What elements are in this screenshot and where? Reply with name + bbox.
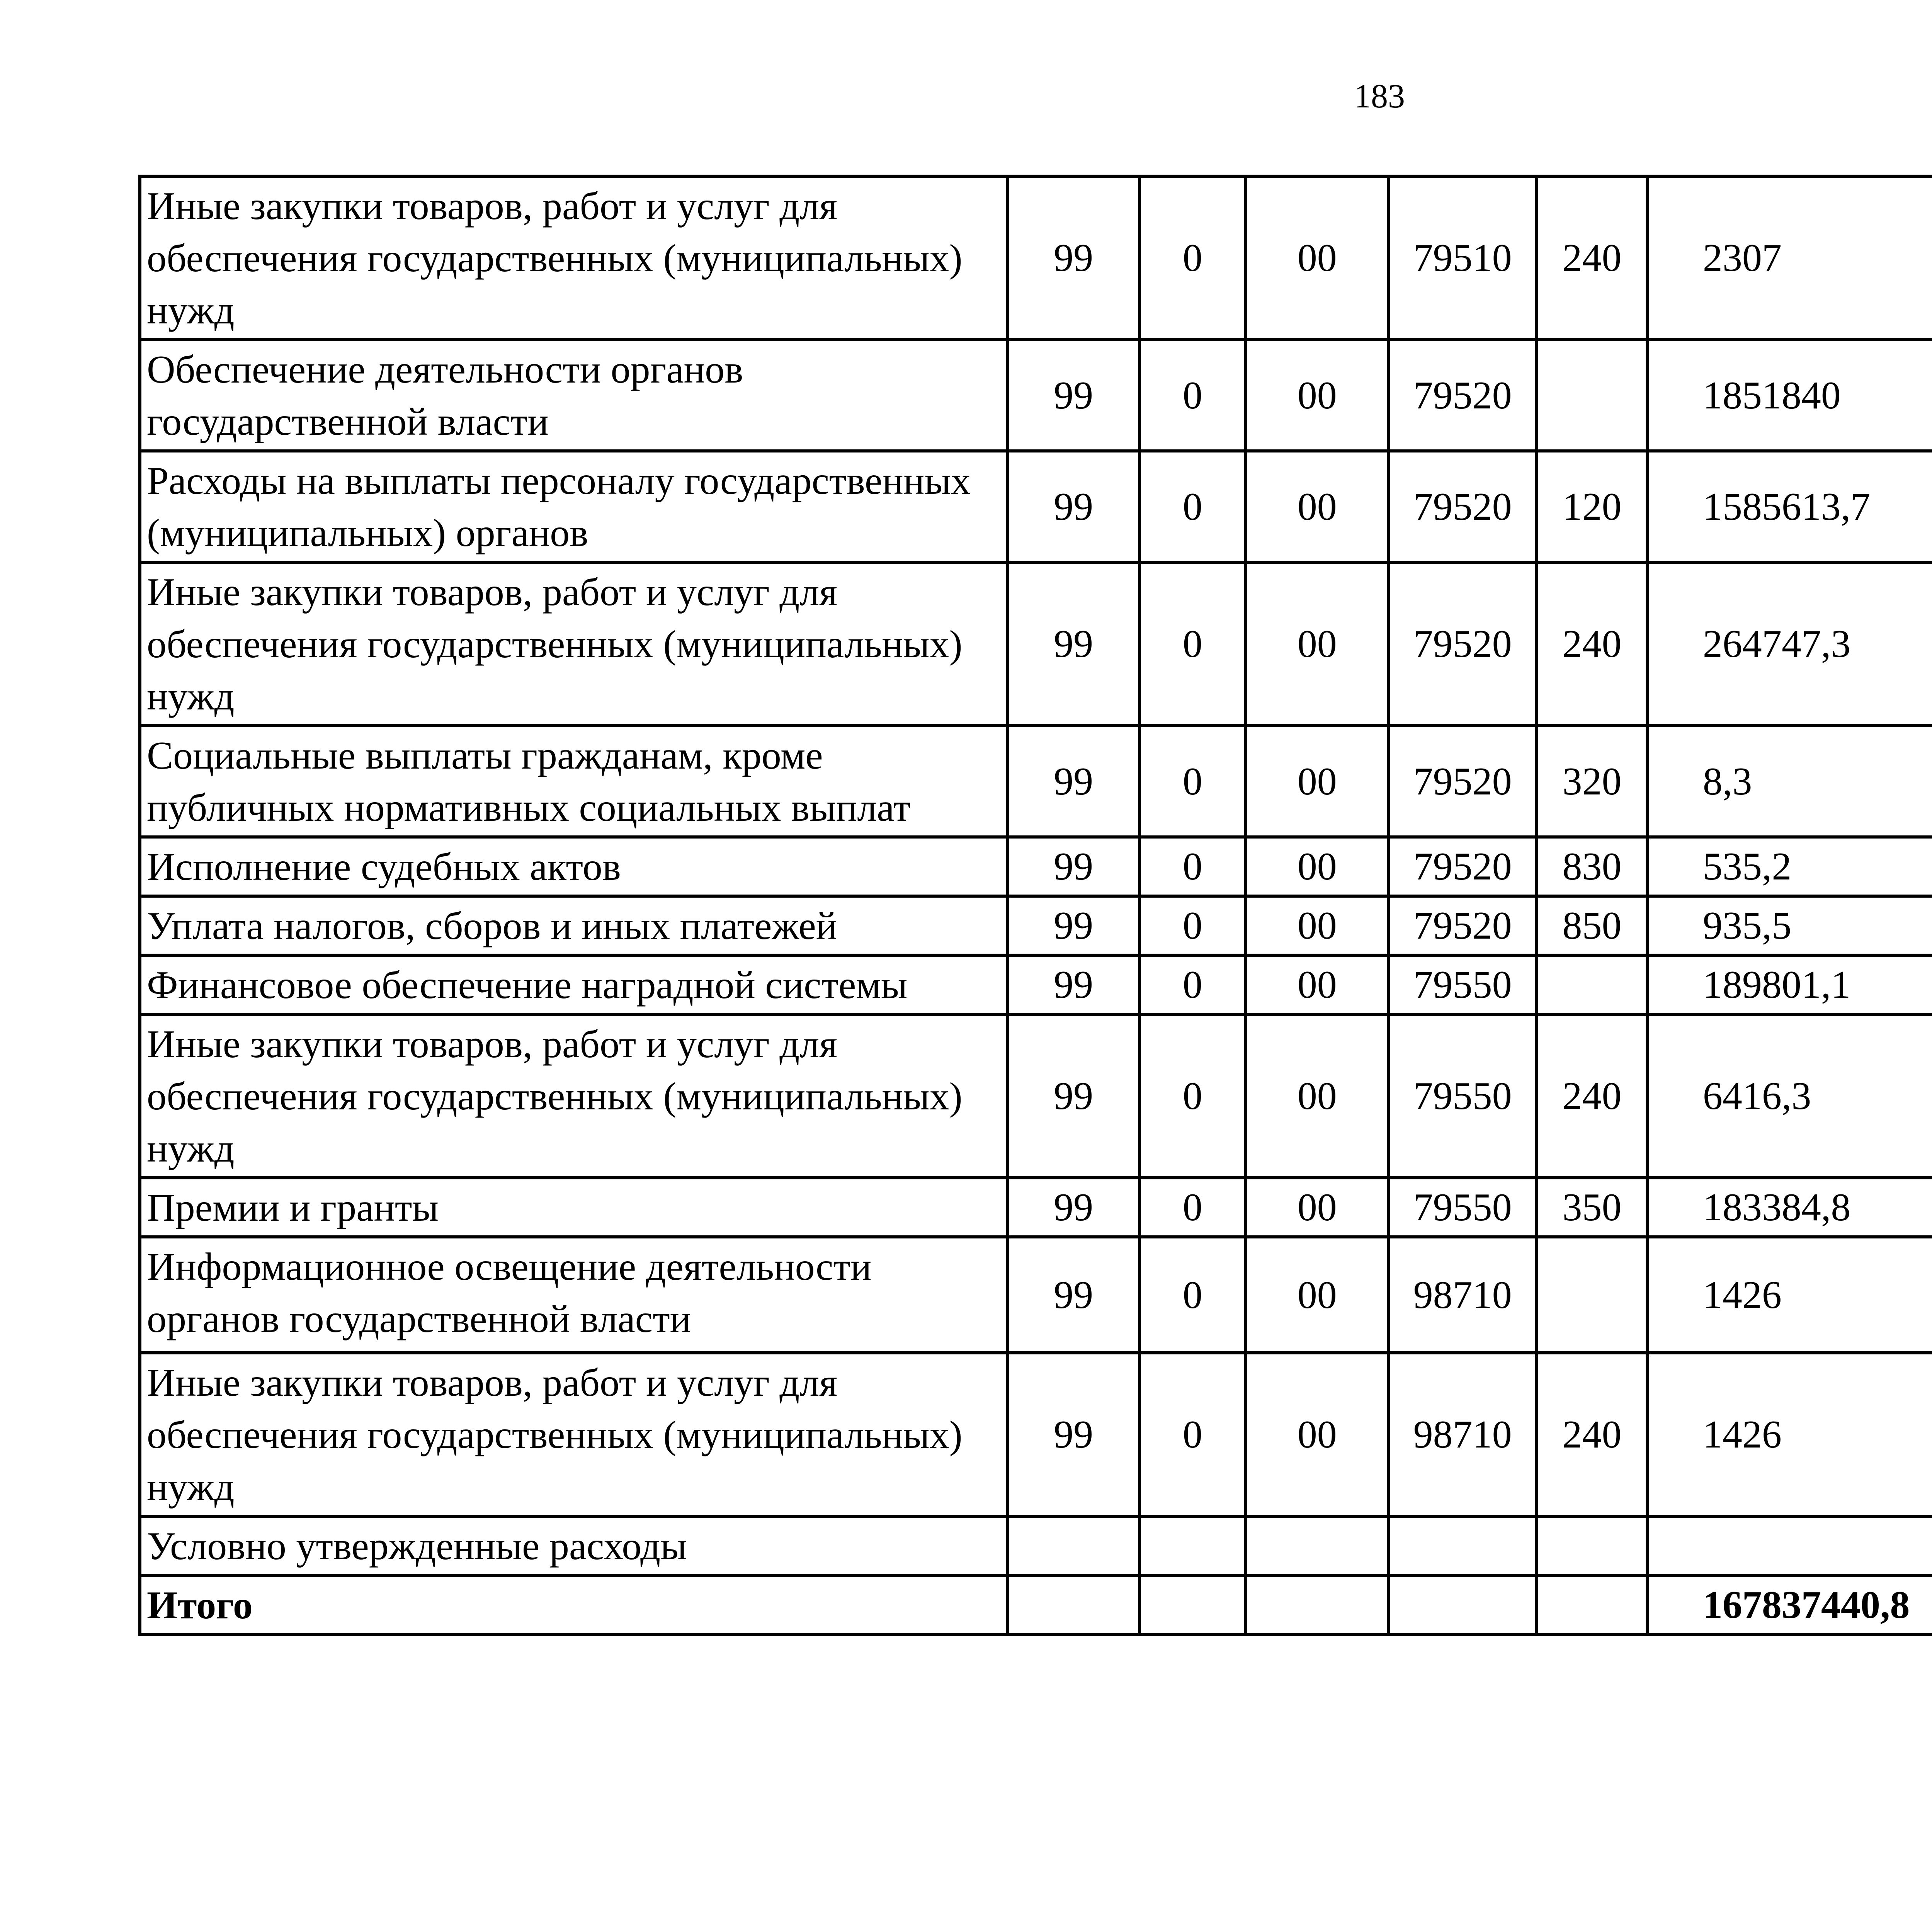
empty-cell [1246,1575,1388,1635]
row-description: Иные закупки товаров, работ и услуг для обеспечения государственных (муниципальных) нужд [140,176,1008,340]
amount-year-1: 6416,3 [1647,1014,1932,1178]
program-code: 0 [1139,451,1246,562]
program-code: 0 [1139,837,1246,896]
subprogram-code: 00 [1246,562,1388,726]
row-description: Расходы на выплаты персоналу государственных (муниципальных) органов [140,451,1008,562]
expense-type-code [1537,340,1647,451]
subprogram-code: 00 [1246,1237,1388,1353]
program-code: 0 [1139,896,1246,955]
row-description: Информационное освещение деятельности органов государственной власти [140,1237,1008,1353]
table-row [140,726,1932,837]
table-row [140,1516,1932,1575]
section-code: 99 [1008,837,1139,896]
direction-code: 79510 [1388,176,1537,340]
direction-code: 79520 [1388,837,1537,896]
table-row [140,451,1932,562]
amount-year-1: 1585613,7 [1647,451,1932,562]
table-row [140,1237,1932,1353]
page-number: 183 [1354,78,1405,115]
amount-year-1: 935,5 [1647,896,1932,955]
direction-code: 79550 [1388,1014,1537,1178]
direction-code: 79550 [1388,955,1537,1014]
budget-table [138,175,1932,1636]
expense-type-code [1537,955,1647,1014]
direction-code: 79520 [1388,451,1537,562]
empty-cell [1139,1575,1246,1635]
subprogram-code: 00 [1246,955,1388,1014]
subprogram-code: 00 [1246,896,1388,955]
row-description: Премии и гранты [140,1178,1008,1237]
direction-code: 98710 [1388,1237,1537,1353]
subprogram-code: 00 [1246,726,1388,837]
expense-type-code: 120 [1537,451,1647,562]
amount-year-1 [1647,1516,1932,1575]
amount-year-1: 535,2 [1647,837,1932,896]
amount-year-1: 183384,8 [1647,1178,1932,1237]
table-row [140,1178,1932,1237]
table-body [140,176,1932,1635]
section-code: 99 [1008,726,1139,837]
subprogram-code: 00 [1246,451,1388,562]
section-code: 99 [1008,176,1139,340]
section-code: 99 [1008,1237,1139,1353]
table-row [140,896,1932,955]
expense-type-code: 350 [1537,1178,1647,1237]
total-row [140,1575,1932,1635]
expense-type-code: 240 [1537,176,1647,340]
direction-code: 79520 [1388,562,1537,726]
program-code: 0 [1139,1178,1246,1237]
table-row [140,562,1932,726]
empty-cell [1388,1575,1537,1635]
row-description: Финансовое обеспечение наградной системы [140,955,1008,1014]
empty-cell [1008,1575,1139,1635]
row-description: Иные закупки товаров, работ и услуг для обеспечения государственных (муниципальных) нужд [140,1014,1008,1178]
expense-type-code: 240 [1537,562,1647,726]
expense-type-code: 320 [1537,726,1647,837]
program-code: 0 [1139,726,1246,837]
direction-code: 79520 [1388,726,1537,837]
expense-type-code [1537,1516,1647,1575]
direction-code: 79520 [1388,896,1537,955]
row-description: Иные закупки товаров, работ и услуг для обеспечения государственных (муниципальных) нужд [140,1353,1008,1516]
subprogram-code [1246,1516,1388,1575]
section-code: 99 [1008,896,1139,955]
table-row [140,837,1932,896]
table-row [140,1353,1932,1516]
row-description: Условно утвержденные расходы [140,1516,1008,1575]
section-code: 99 [1008,562,1139,726]
program-code: 0 [1139,340,1246,451]
row-description: Социальные выплаты гражданам, кроме публичных нормативных социальных выплат [140,726,1008,837]
program-code [1139,1516,1246,1575]
amount-year-1: 1851840 [1647,340,1932,451]
direction-code [1388,1516,1537,1575]
program-code: 0 [1139,176,1246,340]
row-description: Иные закупки товаров, работ и услуг для обеспечения государственных (муниципальных) нужд [140,562,1008,726]
subprogram-code: 00 [1246,340,1388,451]
section-code: 99 [1008,955,1139,1014]
section-code: 99 [1008,451,1139,562]
amount-year-1: 1426 [1647,1237,1932,1353]
program-code: 0 [1139,1014,1246,1178]
subprogram-code: 00 [1246,1014,1388,1178]
expense-type-code [1537,1237,1647,1353]
subprogram-code: 00 [1246,837,1388,896]
row-description: Уплата налогов, сборов и иных платежей [140,896,1008,955]
row-description: Исполнение судебных актов [140,837,1008,896]
section-code [1008,1516,1139,1575]
total-label: Итого [140,1575,1008,1635]
amount-year-1: 189801,1 [1647,955,1932,1014]
subprogram-code: 00 [1246,1353,1388,1516]
amount-year-1: 8,3 [1647,726,1932,837]
program-code: 0 [1139,1353,1246,1516]
empty-cell [1537,1575,1647,1635]
program-code: 0 [1139,1237,1246,1353]
amount-year-1: 264747,3 [1647,562,1932,726]
section-code: 99 [1008,340,1139,451]
section-code: 99 [1008,1178,1139,1237]
direction-code: 79550 [1388,1178,1537,1237]
amount-year-1: 2307 [1647,176,1932,340]
direction-code: 98710 [1388,1353,1537,1516]
table-row [140,176,1932,340]
table-row [140,1014,1932,1178]
table-row [140,340,1932,451]
direction-code: 79520 [1388,340,1537,451]
expense-type-code: 240 [1537,1014,1647,1178]
subprogram-code: 00 [1246,176,1388,340]
expense-type-code: 240 [1537,1353,1647,1516]
section-code: 99 [1008,1353,1139,1516]
table-row [140,955,1932,1014]
program-code: 0 [1139,955,1246,1014]
expense-type-code: 850 [1537,896,1647,955]
expense-type-code: 830 [1537,837,1647,896]
row-description: Обеспечение деятельности органов государственной власти [140,340,1008,451]
total-amount-year-1: 167837440,8 [1647,1575,1932,1635]
program-code: 0 [1139,562,1246,726]
amount-year-1: 1426 [1647,1353,1932,1516]
subprogram-code: 00 [1246,1178,1388,1237]
section-code: 99 [1008,1014,1139,1178]
